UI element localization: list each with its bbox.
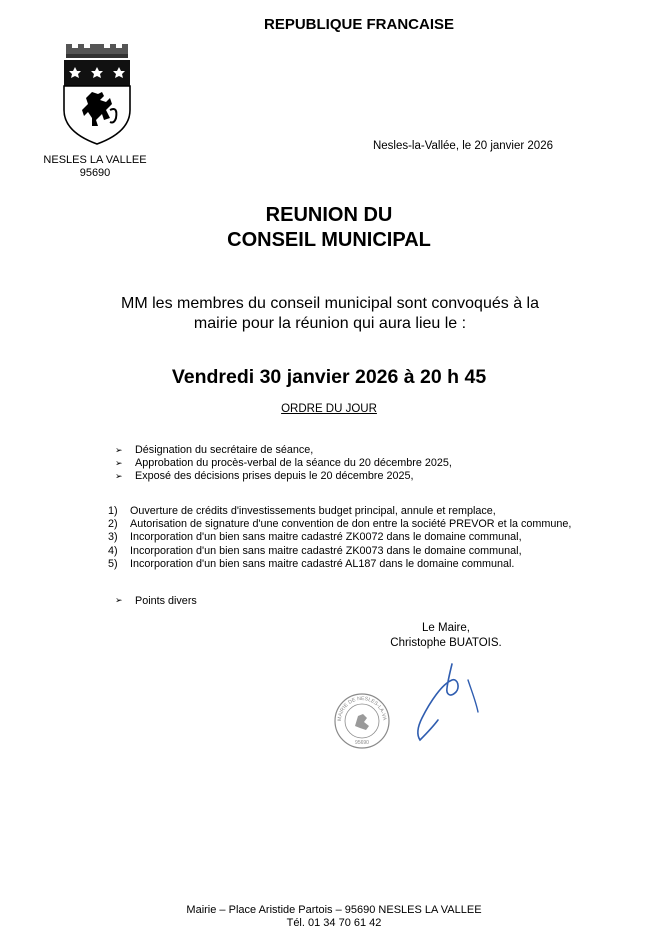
date-line: Nesles-la-Vallée, le 20 janvier 2026	[372, 140, 553, 152]
preliminary-list	[115, 444, 585, 484]
list-item-text: Désignation du secrétaire de séance,	[135, 444, 314, 456]
agenda-item-number: 3)	[108, 531, 118, 544]
stamp-code: 95690	[355, 740, 369, 746]
agenda-heading: ORDRE DU JOUR	[281, 403, 377, 415]
page-title	[0, 203, 658, 253]
points-divers	[115, 595, 197, 607]
points-divers-text: Points divers	[135, 595, 197, 607]
country-heading: REPUBLIQUE FRANCAISE	[263, 16, 454, 33]
list-item	[115, 470, 585, 483]
list-item	[115, 457, 585, 470]
agenda-items	[108, 505, 584, 571]
agenda-item-text: Autorisation de signature d'une convention de don entre la société PREVOR et la commune,	[130, 518, 572, 531]
agenda-item-text: Incorporation d'un bien sans maitre cadastré ZK0072 dans le domaine communal,	[130, 531, 522, 544]
arrow-bullet-icon: ➢	[115, 471, 123, 482]
postal-code: 95690	[79, 167, 111, 179]
footer-phone: Tél. 01 34 70 61 42	[286, 917, 382, 929]
intro-line-1: MM les membres du conseil municipal sont convoqués à la	[121, 295, 539, 312]
agenda-item	[108, 558, 584, 571]
agenda-item-number: 4)	[108, 544, 118, 557]
stamp-text: MAIRIE DE NESLES-LA-VA	[336, 695, 388, 722]
title-line-2: CONSEIL MUNICIPAL	[227, 229, 431, 251]
agenda-item-number: 2)	[108, 518, 118, 531]
agenda-item	[108, 545, 584, 558]
signer-name: Christophe BUATOIS.	[390, 637, 502, 649]
title-line-1: REUNION DU	[265, 204, 393, 226]
arrow-bullet-icon: ➢	[115, 445, 123, 455]
coat-of-arms-icon	[58, 40, 136, 148]
agenda-item-text: Incorporation d'un bien sans maitre cadastré AL187 dans le domaine communal.	[130, 557, 515, 570]
agenda-item	[108, 505, 584, 518]
arrow-bullet-icon: ➢	[115, 458, 123, 469]
arrow-bullet-icon: ➢	[115, 595, 123, 605]
list-item	[115, 444, 585, 457]
agenda-item-number: 1)	[108, 505, 118, 517]
mairie-stamp-icon	[333, 692, 391, 750]
commune-block	[30, 154, 160, 180]
intro-line-2: mairie pour la réunion qui aura lieu le :	[193, 315, 467, 332]
footer	[0, 904, 658, 930]
signer-role: Le Maire,	[422, 622, 470, 634]
footer-address: Mairie – Place Aristide Partois – 95690 NESLES LA VALLEE	[186, 904, 482, 916]
handwritten-signature-icon	[412, 658, 490, 743]
intro-paragraph	[80, 294, 580, 334]
agenda-item-text: Incorporation d'un bien sans maitre cadastré ZK0073 dans le domaine communal,	[130, 544, 522, 557]
agenda-heading-wrap	[0, 403, 658, 415]
commune-name: NESLES LA VALLEE	[43, 154, 147, 166]
list-item-text: Exposé des décisions prises depuis le 20 décembre 2025,	[135, 470, 414, 483]
meeting-date: Vendredi 30 janvier 2026 à 20 h 45	[171, 366, 487, 388]
list-item-text: Approbation du procès-verbal de la séance du 20 décembre 2025,	[135, 457, 452, 470]
agenda-item-number: 5)	[108, 557, 118, 570]
signer-block	[386, 621, 506, 651]
agenda-item	[108, 531, 584, 544]
agenda-item-text: Ouverture de crédits d'investissements budget principal, annule et remplace,	[130, 505, 496, 517]
agenda-item	[108, 518, 584, 531]
